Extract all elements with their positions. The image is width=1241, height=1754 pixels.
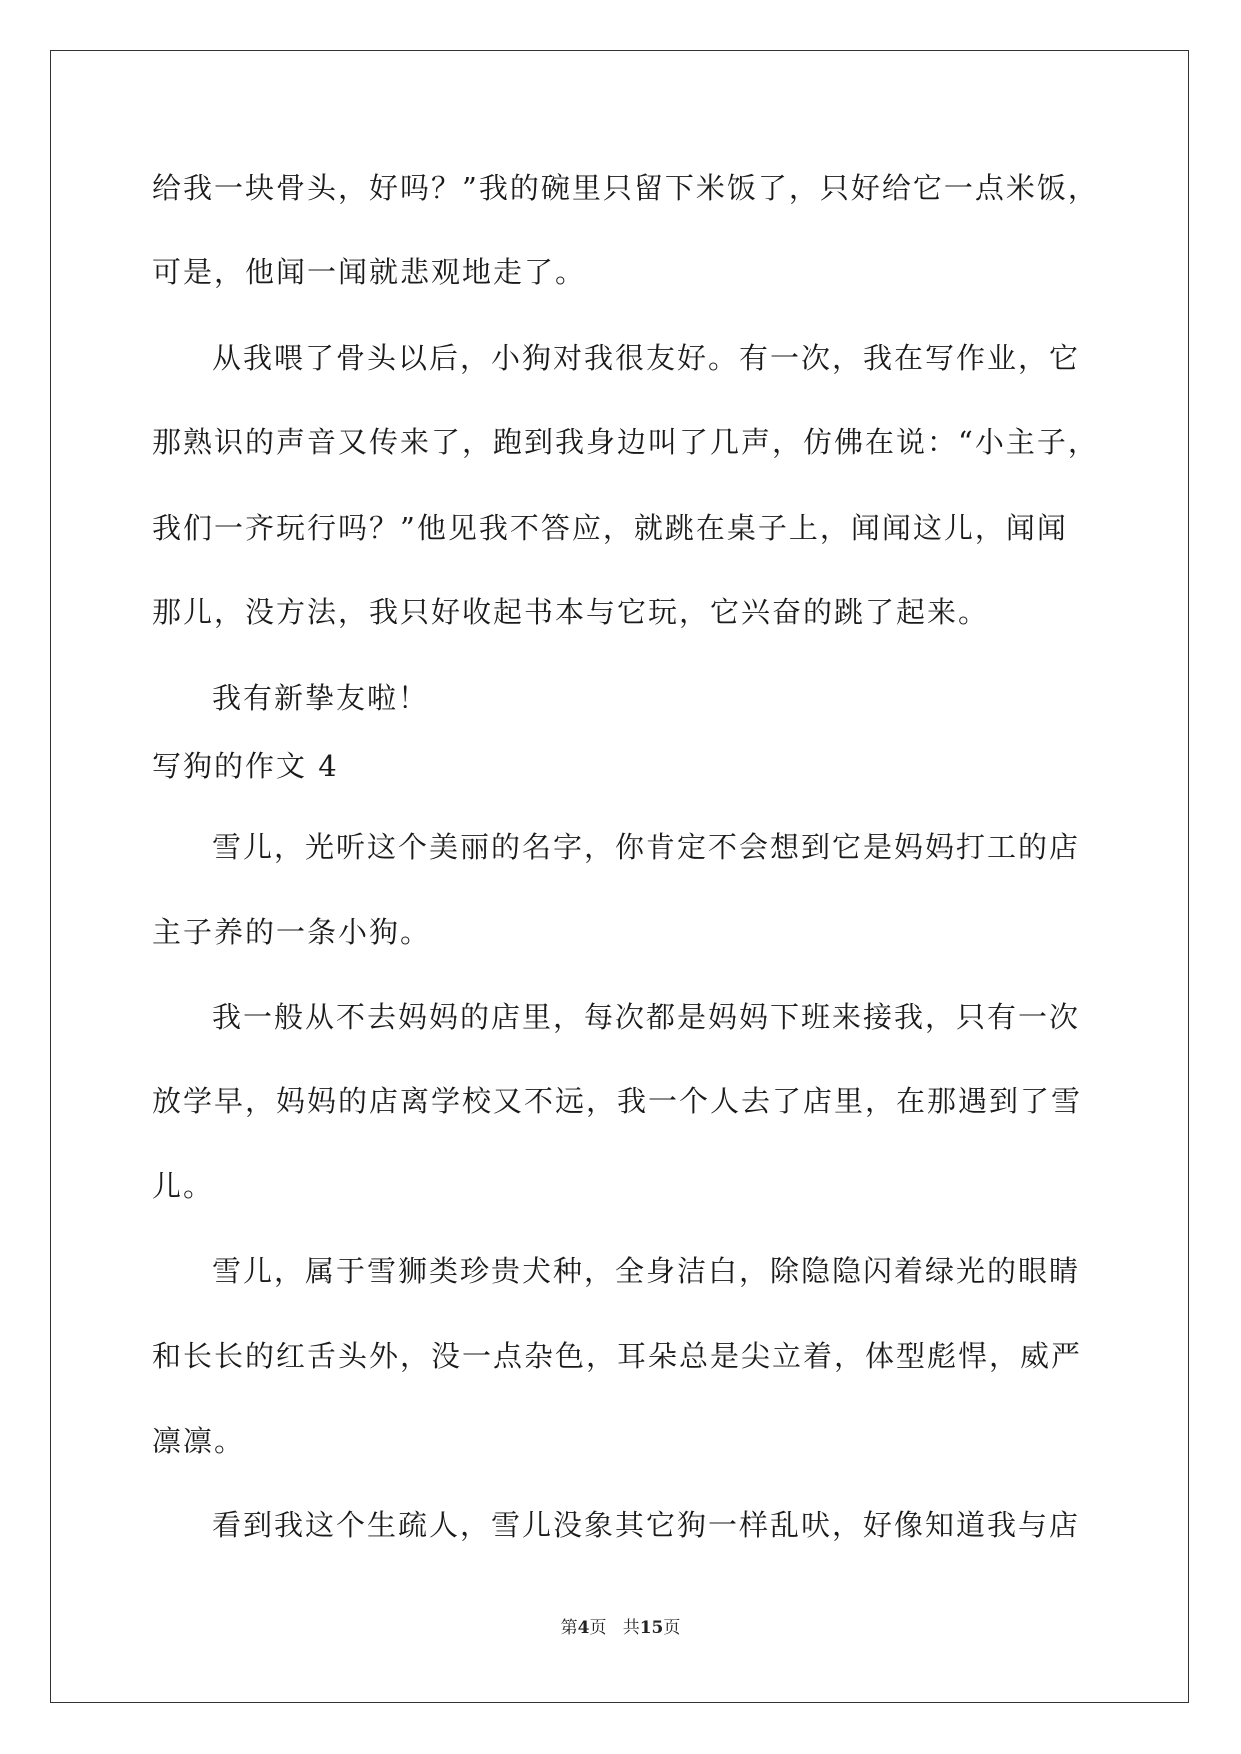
footer-total-suffix: 页 [663, 1618, 681, 1638]
paragraph-line: 放学早，妈妈的店离学校又不远，我一个人去了店里，在那遇到了雪 [152, 1084, 1083, 1118]
footer-total-prefix: 共 [622, 1618, 640, 1638]
paragraph-line: 主子养的一条小狗。 [152, 915, 432, 949]
paragraph-line: 和长长的红舌头外，没一点杂色，耳朵总是尖立着，体型彪悍，威严 [152, 1339, 1083, 1373]
paragraph-line: 凛凛。 [152, 1424, 246, 1458]
paragraph-line: 我们一齐玩行吗？”他见我不答应，就跳在桌子上，闻闻这儿，闻闻 [152, 511, 1068, 545]
footer-prefix: 第 [560, 1618, 578, 1638]
paragraph-line: 那熟识的声音又传来了，跑到我身边叫了几声，仿佛在说：“小主子， [152, 425, 1099, 459]
paragraph-line: 我有新挚友啦！ [212, 681, 430, 715]
paragraph-line: 儿。 [152, 1169, 215, 1203]
current-page-number: 4 [577, 1618, 590, 1638]
paragraph-line: 从我喂了骨头以后，小狗对我很友好。有一次，我在写作业，它 [212, 341, 1081, 375]
paragraph-line: 雪儿，属于雪狮类珍贵犬种，全身洁白，除隐隐闪着绿光的眼睛 [212, 1254, 1081, 1288]
paragraph-line: 看到我这个生疏人，雪儿没象其它狗一样乱吠，好像知道我与店 [212, 1508, 1081, 1542]
paragraph-line: 那儿，没方法，我只好收起书本与它玩，它兴奋的跳了起来。 [152, 595, 990, 629]
paragraph-line: 我一般从不去妈妈的店里，每次都是妈妈下班来接我，只有一次 [212, 1000, 1081, 1034]
footer-page-word: 页 [589, 1618, 607, 1638]
page-footer [0, 1616, 1241, 1640]
paragraph-line: 给我一块骨头，好吗？”我的碗里只留下米饭了，只好给它一点米饭， [152, 171, 1099, 205]
paragraph-line: 雪儿，光听这个美丽的名字，你肯定不会想到它是妈妈打工的店 [212, 830, 1081, 864]
paragraph-line: 可是，他闻一闻就悲观地走了。 [152, 255, 587, 289]
total-pages-number: 15 [639, 1618, 664, 1638]
section-heading: 写狗的作文 4 [152, 749, 339, 783]
